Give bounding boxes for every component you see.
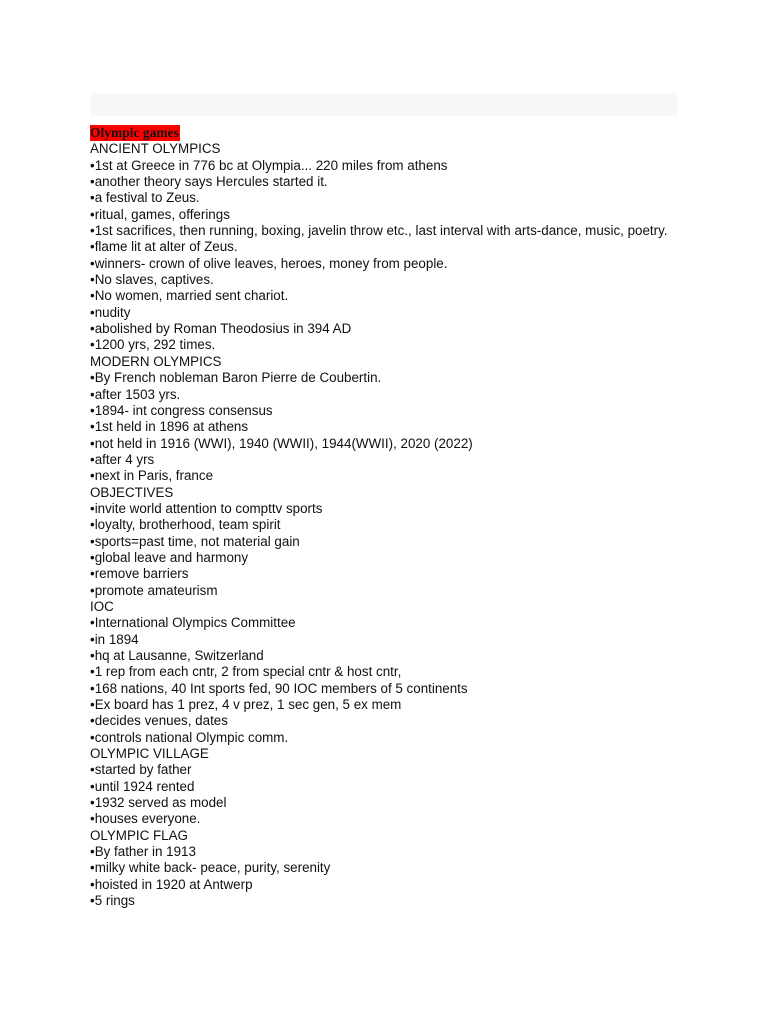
bullet-item: •No slaves, captives. — [90, 272, 214, 288]
bullet-item: •flame lit at alter of Zeus. — [90, 239, 238, 255]
bullet-item: •a festival to Zeus. — [90, 190, 200, 206]
document-body — [90, 125, 680, 910]
bullet-item: •1 rep from each cntr, 2 from special cntr & host cntr, — [90, 664, 402, 680]
bullet-item: •loyalty, brotherhood, team spirit — [90, 517, 281, 533]
bullet-item: •promote amateurism — [90, 582, 218, 598]
bullet-item: •global leave and harmony — [90, 549, 249, 565]
bullet-item: •1st sacrifices, then running, boxing, javelin throw etc., last interval with arts-dance, music, poetry. — [90, 223, 668, 239]
bullet-item: •winners- crown of olive leaves, heroes, money from people. — [90, 255, 448, 271]
bullet-item: •1st at Greece in 776 bc at Olympia... 220 miles from athens — [90, 157, 448, 173]
bullet-item: •remove barriers — [90, 566, 189, 582]
bullet-item: •By father in 1913 — [90, 844, 196, 860]
bullet-item: •1894- int congress consensus — [90, 402, 273, 418]
section-heading: IOC — [90, 598, 114, 614]
section-heading: OLYMPIC FLAG — [90, 827, 188, 843]
bullet-item: •5 rings — [90, 893, 135, 909]
bullet-item: •Ex board has 1 prez, 4 v prez, 1 sec gen, 5 ex mem — [90, 697, 402, 713]
bullet-item: •started by father — [90, 762, 192, 778]
bullet-item: •abolished by Roman Theodosius in 394 AD — [90, 321, 352, 337]
bullet-item: •hq at Lausanne, Switzerland — [90, 648, 264, 663]
bullet-item: •milky white back- peace, purity, serenity — [90, 860, 331, 876]
bullet-item: •after 1503 yrs. — [90, 386, 181, 402]
bullet-item: •nudity — [90, 304, 131, 320]
bullet-item: •hoisted in 1920 at Antwerp — [90, 876, 253, 892]
bullet-item: •houses everyone. — [90, 811, 201, 827]
bullet-item: •ritual, games, offerings — [90, 206, 230, 222]
section-heading: OLYMPIC VILLAGE — [90, 746, 209, 762]
bullet-item: •1st held in 1896 at athens — [90, 419, 249, 435]
bullet-item: •sports=past time, not material gain — [90, 533, 300, 549]
bullet-item: •after 4 yrs — [90, 451, 155, 467]
bullet-item: •1932 served as model — [90, 795, 227, 811]
bullet-item: •next in Paris, france — [90, 468, 214, 484]
bullet-item: •not held in 1916 (WWI), 1940 (WWII), 1944(WWII), 2020 (2022) — [90, 435, 473, 451]
bullet-item: •No women, married sent chariot. — [90, 288, 289, 304]
section-heading: MODERN OLYMPICS — [90, 353, 222, 369]
bullet-item: •decides venues, dates — [90, 713, 228, 729]
header-band — [90, 93, 678, 116]
section-heading: OBJECTIVES — [90, 484, 174, 500]
bullet-item: •another theory says Hercules started it. — [90, 174, 328, 190]
bullet-item: •1200 yrs, 292 times. — [90, 337, 216, 353]
bullet-item: •controls national Olympic comm. — [90, 729, 289, 745]
section-heading: ANCIENT OLYMPICS — [90, 141, 221, 157]
bullet-item: •168 nations, 40 Int sports fed, 90 IOC members of 5 continents — [90, 680, 468, 696]
document-title: Olympic games — [90, 125, 179, 140]
bullet-item: •in 1894 — [90, 631, 139, 647]
bullet-item: •By French nobleman Baron Pierre de Coubertin. — [90, 370, 382, 386]
bullet-item: •International Olympics Committee — [90, 615, 296, 631]
document-lines — [90, 141, 680, 909]
bullet-item: •invite world attention to compttv sports — [90, 500, 323, 516]
bullet-item: •until 1924 rented — [90, 778, 195, 794]
